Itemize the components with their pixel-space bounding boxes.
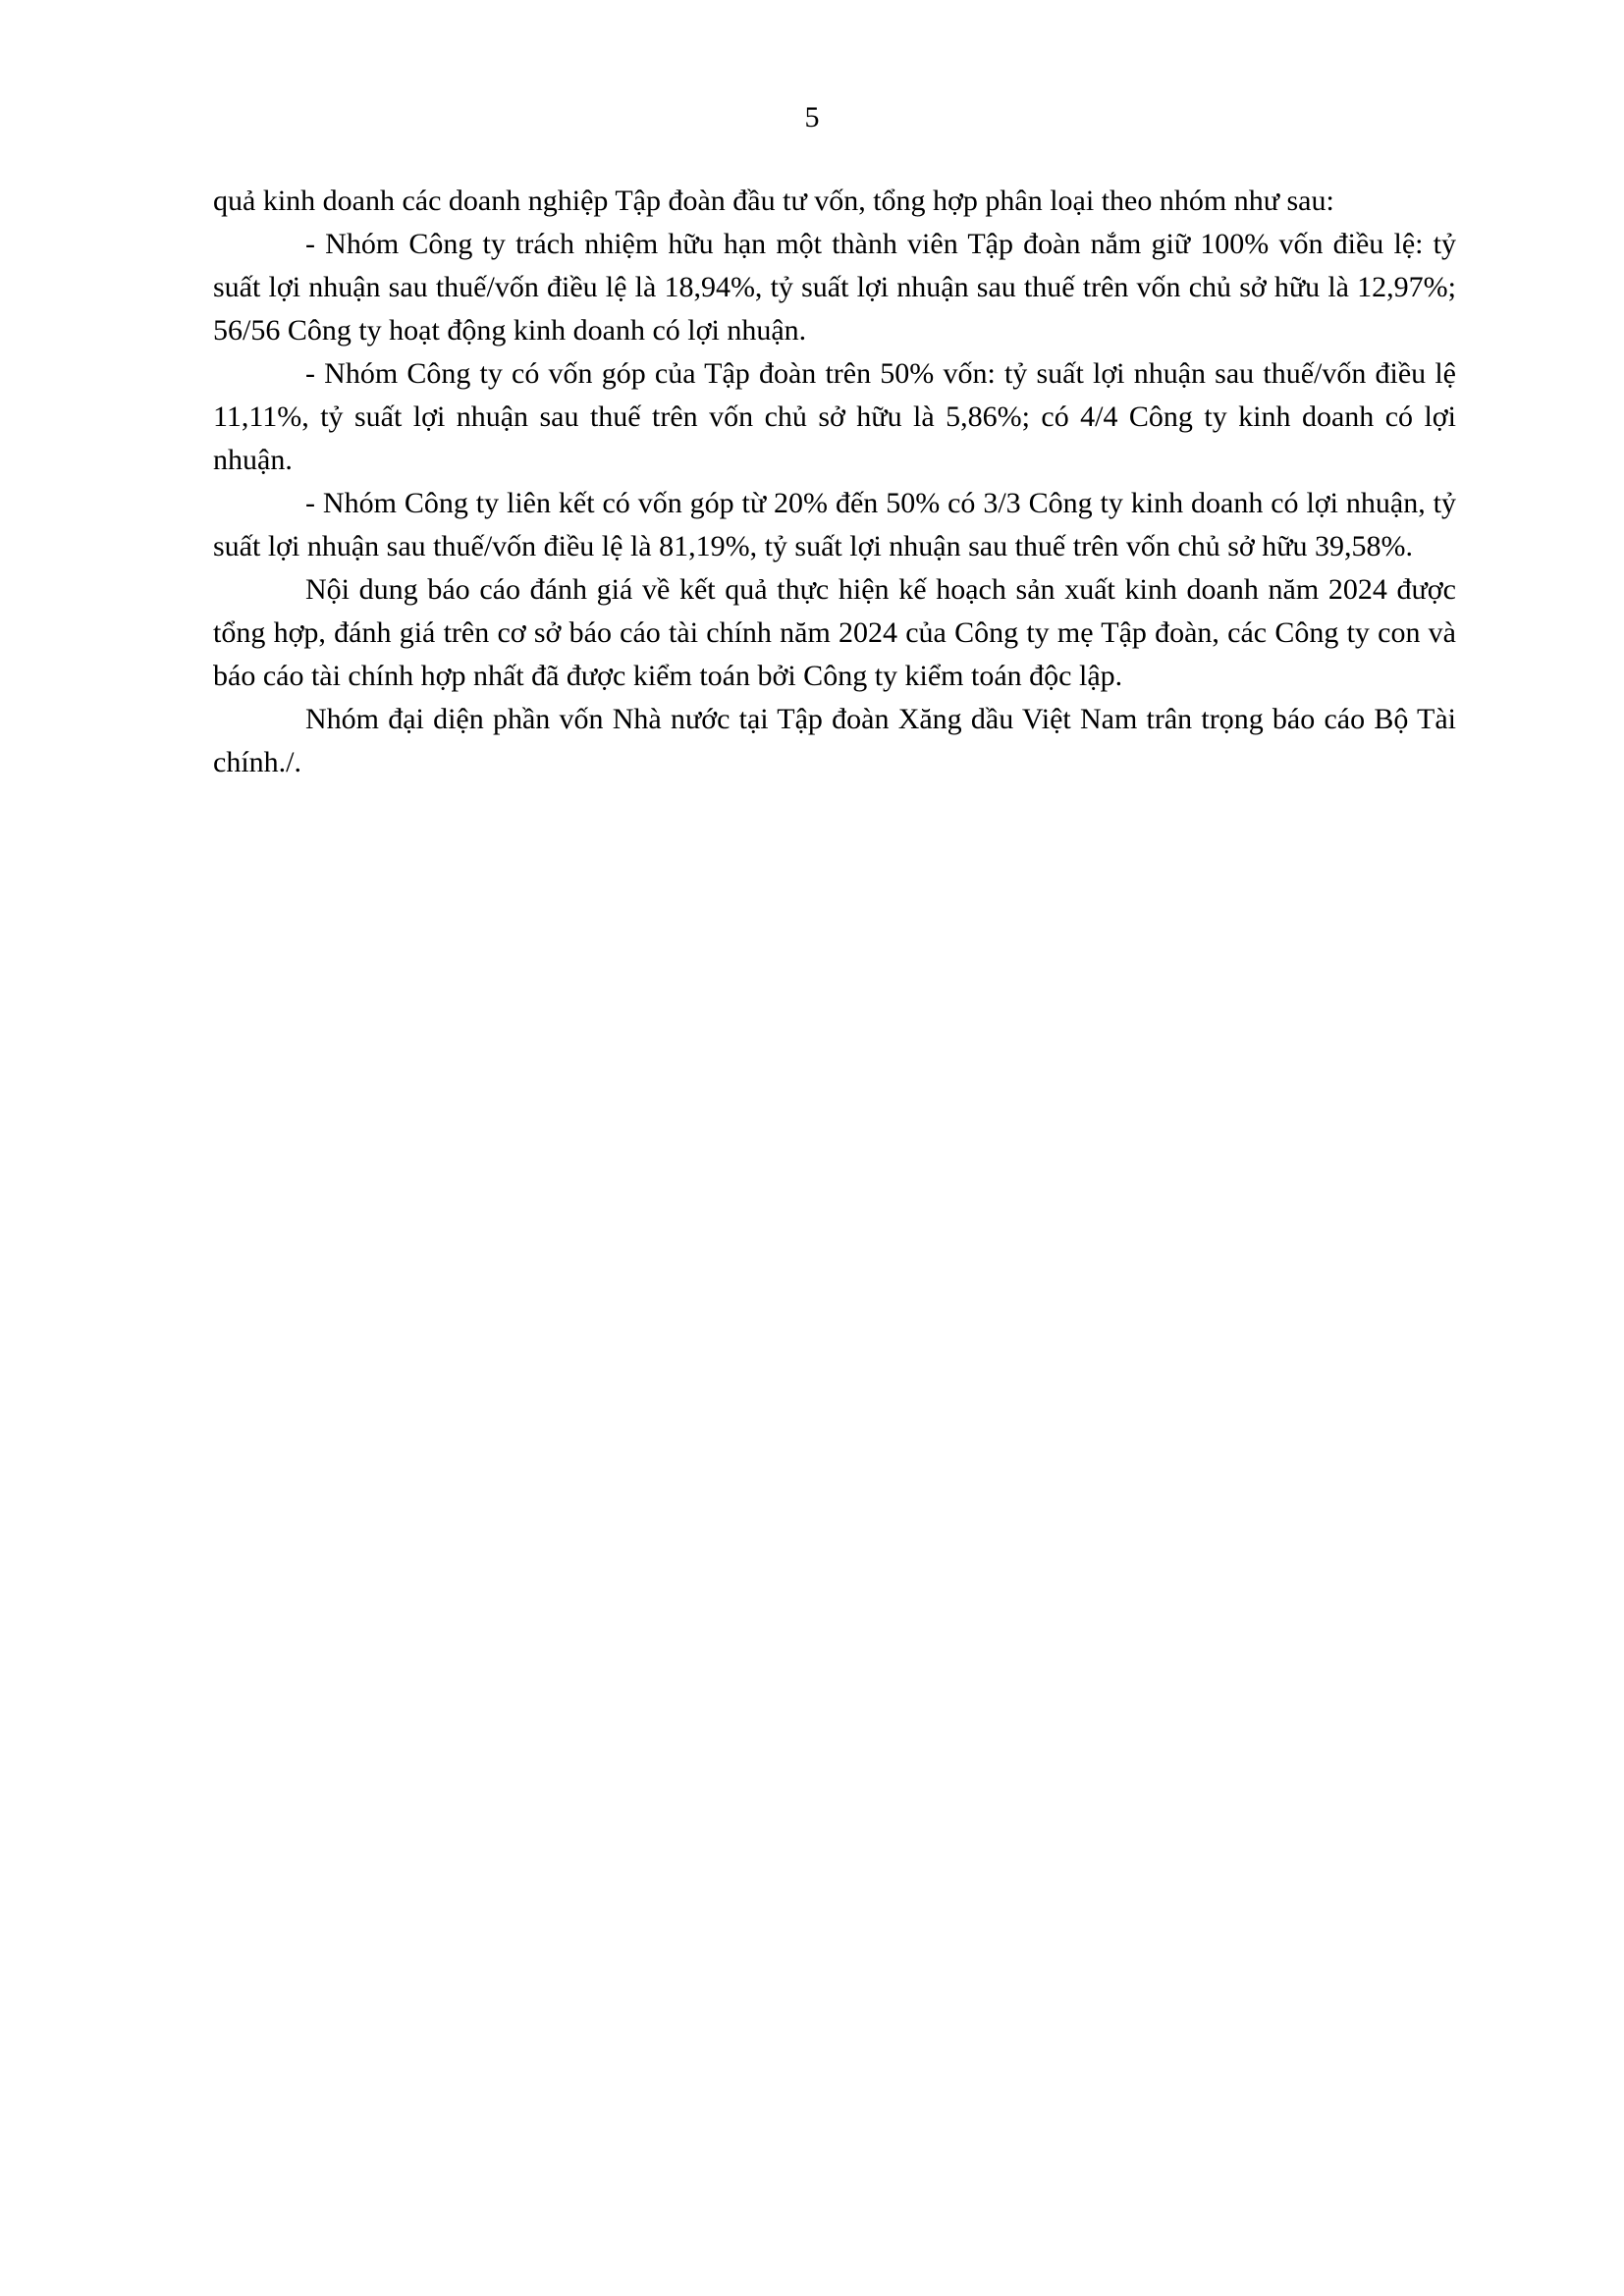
page-number: 5 [804,101,820,133]
paragraph-report-basis: Nội dung báo cáo đánh giá về kết quả thực hiện kế hoạch sản xuất kinh doanh năm 2024 được tổng hợp, đánh giá trên cơ sở báo cáo tài chính năm 2024 của Công ty mẹ Tập đoàn, các Công ty con và báo cáo tài chính hợp nhất đã được kiểm toán bởi Công ty kiểm toán độc lập. [213,573,1456,692]
paragraph-continuation: quả kinh doanh các doanh nghiệp Tập đoàn đầu tư vốn, tổng hợp phân loại theo nhóm như sau: [213,185,1334,217]
paragraph-group-over-50-percent: - Nhóm Công ty có vốn góp của Tập đoàn trên 50% vốn: tỷ suất lợi nhuận sau thuế/vốn điều lệ 11,11%, tỷ suất lợi nhuận sau thuế trên vốn chủ sở hữu là 5,86%; có 4/4 Công ty kinh doanh có lợi nhuận. [213,357,1456,476]
paragraph-closing: Nhóm đại diện phần vốn Nhà nước tại Tập đoàn Xăng dầu Việt Nam trân trọng báo cáo Bộ Tài chính./. [213,703,1456,778]
paragraph-group-associates: - Nhóm Công ty liên kết có vốn góp từ 20% đến 50% có 3/3 Công ty kinh doanh có lợi nhuận, tỷ suất lợi nhuận sau thuế/vốn điều lệ là 81,19%, tỷ suất lợi nhuận sau thuế trên vốn chủ sở hữu 39,58%. [213,487,1456,562]
paragraph-group-100-percent: - Nhóm Công ty trách nhiệm hữu hạn một thành viên Tập đoàn nắm giữ 100% vốn điều lệ: tỷ suất lợi nhuận sau thuế/vốn điều lệ là 18,94%, tỷ suất lợi nhuận sau thuế trên vốn chủ sở hữu là 12,97%; 56/56 Công ty hoạt động kinh doanh có lợi nhuận. [213,228,1456,347]
document-body [213,180,1456,784]
